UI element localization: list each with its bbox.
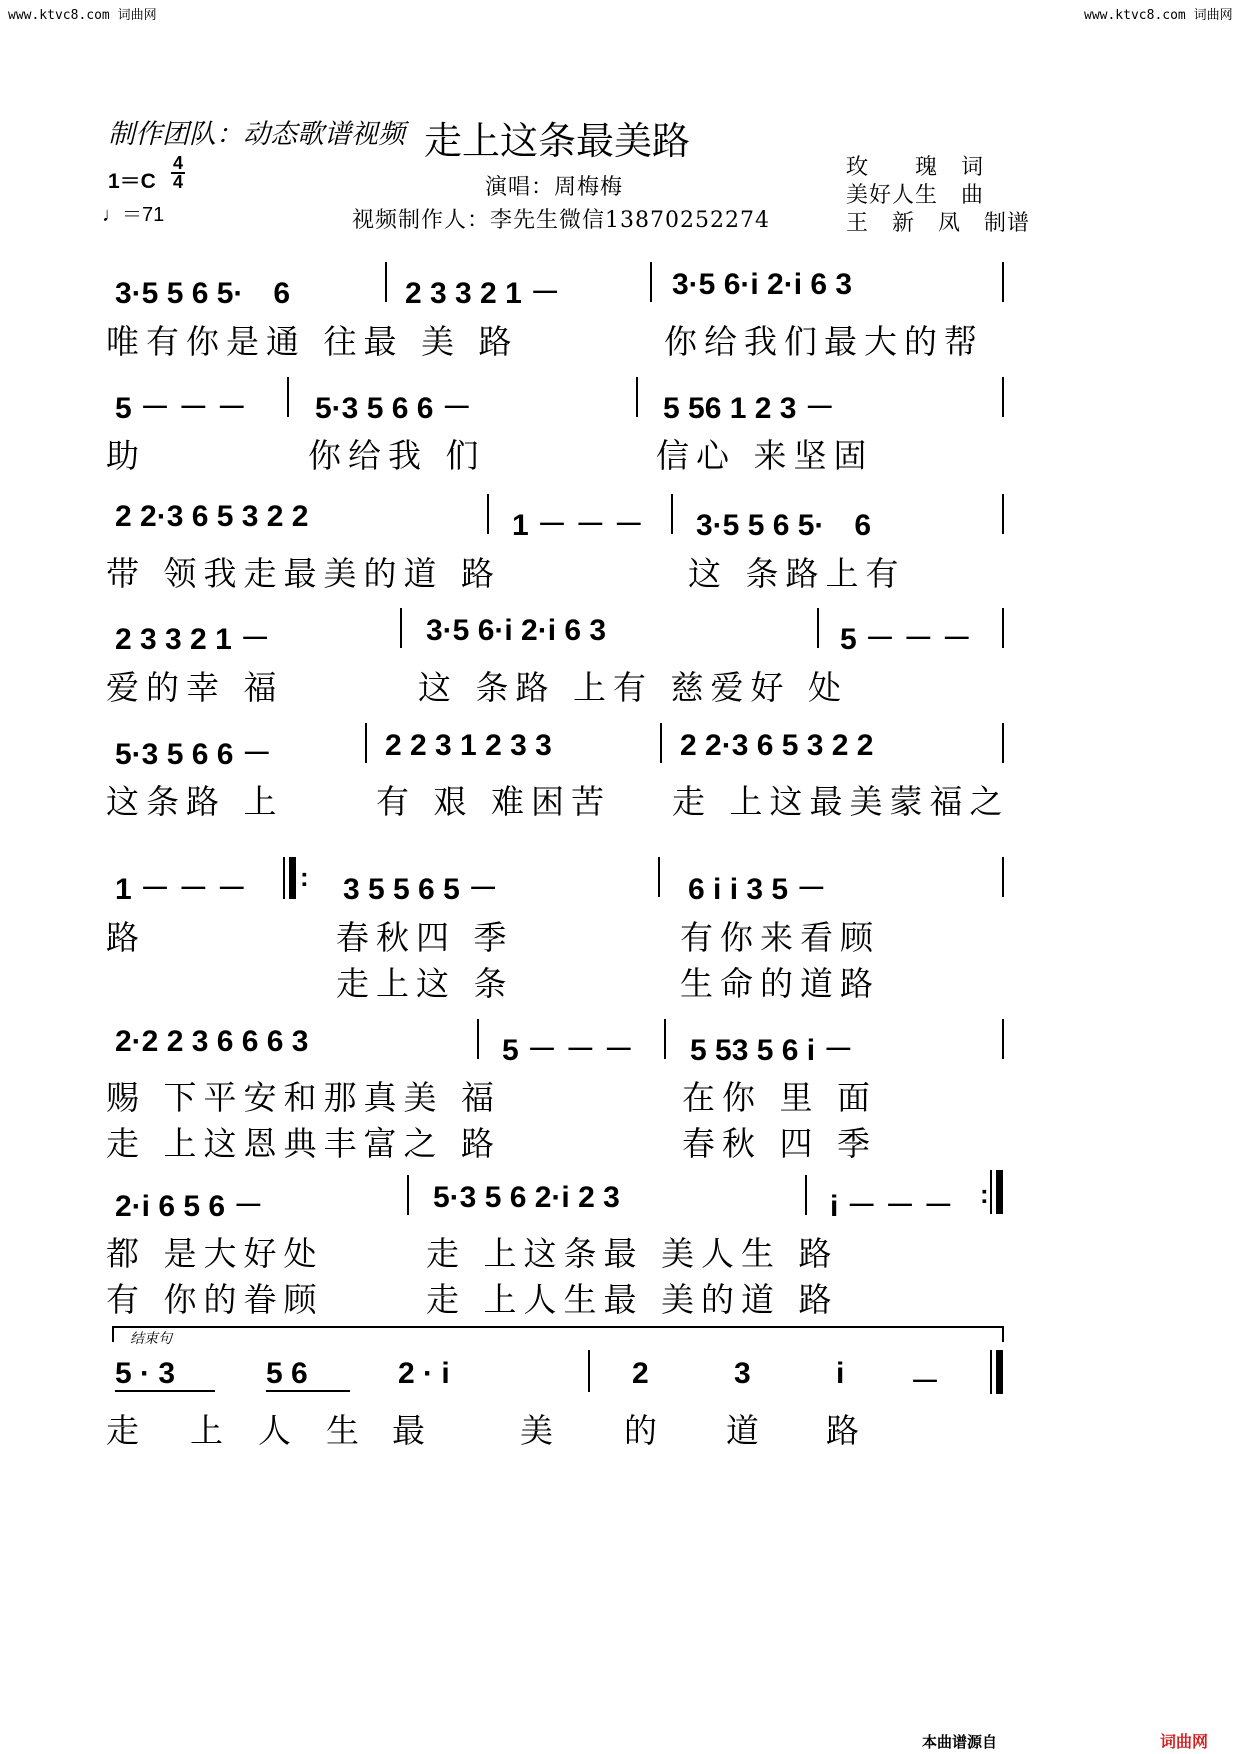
repeat-end-thick — [996, 1170, 1003, 1214]
ending-note-2: 5 6 — [266, 1357, 308, 1390]
barline — [477, 1019, 479, 1059]
key-signature: 1＝C — [108, 170, 156, 193]
notes-row5-m3: 2 2·3 6 5 3 2 2 — [680, 729, 874, 762]
ending-note-4: 2 — [632, 1357, 649, 1390]
repeat-end-dots: : — [980, 1179, 989, 1209]
lyrics-row7-verse2-b: 春秋 四 季 — [682, 1124, 877, 1163]
notes-row2-m1: 5 － － － — [115, 392, 247, 425]
lyrics-row6-c: 有你来看顾 — [680, 918, 880, 957]
quarter-note-icon: ♩ — [102, 204, 122, 226]
notes-row3-m1: 2 2·3 6 5 3 2 2 — [115, 500, 309, 533]
notes-row2-m3: 5 56 1 2 3 － — [663, 392, 835, 425]
notes-row1-m2: 2 3 3 2 1 － — [405, 277, 561, 310]
lyrics-row4-b: 这 条路 上有 慈爱好 处 — [418, 668, 848, 707]
barline — [588, 1350, 590, 1392]
site-url-left[interactable]: www.ktvc8.com 词曲网 — [8, 8, 157, 23]
lyrics-row4-a: 爱的幸 福 — [106, 668, 284, 707]
barline — [287, 377, 289, 417]
notes-row4-m1: 2 3 3 2 1 － — [115, 623, 271, 656]
barline — [1002, 377, 1004, 417]
notes-row1-m3: 3·5 6·i 2·i 6 3 — [672, 268, 853, 301]
ending-lyric-2: 上 — [190, 1411, 230, 1450]
lyrics-row5-a: 这条路 上 — [106, 782, 284, 821]
ending-lyric-7: 的 — [624, 1411, 664, 1450]
notes-row6-m2: 3 5 5 6 5 － — [343, 873, 499, 906]
lyrics-row8-verse2-b: 走 上人生最 美的道 路 — [426, 1280, 839, 1319]
notes-row2-m2: 5·3 5 6 6 － — [315, 392, 472, 425]
lyrics-row5-b: 有 艰 难困苦 — [376, 782, 611, 821]
barline — [1002, 1019, 1004, 1059]
barline — [636, 377, 638, 417]
notes-row8-m3: i － － － — [830, 1190, 954, 1223]
footer-logo[interactable]: 词曲网 — [1160, 1732, 1209, 1751]
tempo — [102, 198, 164, 227]
arranger: 王 新 凤 制谱 — [846, 211, 1031, 236]
song-title: 走上这条最美路 — [424, 119, 691, 163]
barline — [805, 1175, 807, 1215]
barline — [1002, 608, 1004, 648]
barline — [664, 1019, 666, 1059]
ending-label: 结束句 — [130, 1331, 172, 1347]
ending-note-3: 2 · i — [398, 1357, 450, 1390]
lyrics-row2-b: 你给我 们 — [308, 436, 486, 475]
notes-row7-m2: 5 － － － — [502, 1034, 634, 1067]
notes-row3-m3: 3·5 5 6 5· 6 — [696, 509, 872, 542]
notes-row6-m3: 6 i i 3 5 － — [688, 873, 827, 906]
final-barline-thick — [996, 1350, 1003, 1394]
notes-row4-m3: 5 － － － — [840, 623, 972, 656]
ending-note-6: i — [836, 1357, 845, 1390]
repeat-end-thin — [990, 1170, 992, 1214]
lyrics-row6-b: 春秋四 季 — [336, 918, 514, 957]
lyricist: 玫 瑰 词 — [846, 155, 985, 180]
lyrics-row3-b: 这 条路上有 — [688, 554, 906, 593]
notes-row5-m2: 2 2 3 1 2 3 3 — [385, 729, 552, 762]
lyrics-row6-a: 路 — [106, 918, 146, 957]
lyrics-row8-verse2-a: 有 你的眷顾 — [106, 1280, 324, 1319]
notes-row8-m1: 2·i 6 5 6 － — [115, 1190, 264, 1223]
lyrics-row2-a: 助 — [106, 436, 146, 475]
repeat-dots: : — [300, 862, 309, 892]
barline — [400, 608, 402, 648]
notes-row4-m2: 3·5 6·i 2·i 6 3 — [426, 614, 607, 647]
singer: 演唱：周梅梅 — [485, 175, 624, 200]
notes-row8-m2: 5·3 5 6 2·i 2 3 — [433, 1181, 620, 1214]
lyrics-row1-a: 唯有你是通 往最 美 路 — [106, 322, 519, 361]
lyrics-row1-b: 你给我们最大的帮 — [664, 322, 984, 361]
lyrics-row7-verse2-a: 走 上这恩典丰富之 路 — [106, 1124, 501, 1163]
lyrics-row7-a: 赐 下平安和那真美 福 — [106, 1078, 501, 1117]
beam — [115, 1390, 215, 1392]
barline — [817, 608, 819, 648]
barline — [1002, 262, 1004, 302]
ending-note-5: 3 — [734, 1357, 751, 1390]
barline — [385, 262, 387, 302]
lyrics-row2-c: 信心 来坚固 — [656, 436, 874, 475]
time-signature-top: 4 — [172, 153, 183, 173]
lyrics-row8-a: 都 是大好处 — [106, 1234, 324, 1273]
barline — [650, 262, 652, 302]
barline — [1002, 494, 1004, 534]
final-barline-thin — [990, 1350, 992, 1394]
ending-note-1: 5 · 3 — [115, 1357, 176, 1390]
video-producer: 视频制作人：李先生微信13870252274 — [352, 208, 770, 233]
composer: 美好人生 曲 — [846, 183, 985, 208]
lyrics-row6-verse2-a: 走上这 条 — [336, 964, 514, 1003]
ending-lyric-4: 生 — [326, 1411, 366, 1450]
ending-note-7: － — [910, 1366, 940, 1399]
ending-lyric-3: 人 — [258, 1411, 298, 1450]
barline — [365, 723, 367, 763]
lyrics-row6-verse2-b: 生命的道路 — [680, 964, 880, 1003]
barline — [407, 1175, 409, 1215]
time-signature-bottom: 4 — [172, 172, 183, 192]
lyrics-row8-b: 走 上这条最 美人生 路 — [426, 1234, 839, 1273]
ending-lyric-1: 走 — [106, 1411, 146, 1450]
notes-row7-m3: 5 53 5 6 i － — [690, 1034, 854, 1067]
barline — [660, 723, 662, 763]
repeat-start-thin — [283, 857, 285, 899]
lyrics-row3-a: 带 领我走最美的道 路 — [106, 554, 501, 593]
notes-row7-m1: 2·2 2 3 6 6 6 3 — [115, 1025, 309, 1058]
production-team: 制作团队：动态歌谱视频 — [108, 119, 405, 150]
ending-lyric-5: 最 — [392, 1411, 432, 1450]
ending-lyric-6: 美 — [520, 1411, 560, 1450]
notes-row5-m1: 5·3 5 6 6 － — [115, 738, 272, 771]
repeat-start-thick — [289, 857, 296, 899]
lyrics-row5-c: 走 上这最美蒙福之 — [672, 782, 1010, 821]
barline — [1002, 723, 1004, 763]
beam — [266, 1390, 350, 1392]
barline — [487, 494, 489, 534]
ending-lyric-8: 道 — [726, 1411, 766, 1450]
ending-bracket — [112, 1326, 1004, 1342]
barline — [658, 857, 660, 897]
ending-lyric-9: 路 — [826, 1411, 866, 1450]
notes-row6-m1: 1 － － － — [115, 873, 247, 906]
tempo-value: ＝71 — [122, 204, 165, 226]
footer-source: 本曲谱源自 — [922, 1733, 998, 1751]
barline — [671, 494, 673, 534]
site-url-right[interactable]: www.ktvc8.com 词曲网 — [1084, 8, 1233, 23]
notes-row1-m1: 3·5 5 6 5· 6 — [115, 277, 291, 310]
lyrics-row7-b: 在你 里 面 — [682, 1078, 877, 1117]
barline — [1002, 857, 1004, 897]
time-signature — [171, 155, 185, 191]
notes-row3-m2: 1 － － － — [512, 509, 644, 542]
